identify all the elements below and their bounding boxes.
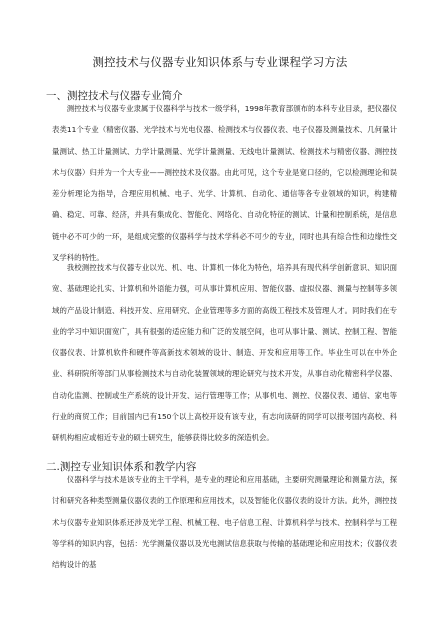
document-title: 测控技术与仪器专业知识体系与专业课程学习方法 — [92, 55, 348, 69]
section-heading-knowledge: 二.测控专业知识体系和教学内容 — [46, 461, 197, 473]
paragraph-intro-2: 我校测控技术与仪器专业以光、机、电、计算机一体化为特色，培养具有现代科学创新意识、知识面宽、基础理论扎实、计算机和外语能力强，可从事计算机应用、智能仪器、虚拟仪器、测量与控制等多领域的产品设计制造、科技开发、应用研究、企业管理等多方面的高级工程技术及管理人才。同时我们在专业的学习中知识面宽广，具有很强的适应能力和广泛的发展空间，也可从事计量、测试、控制工程、智能仪器仪表、计算机软件和硬件等高新技术领域的设计、制造、开发和应用等工作。毕业生可以在中外企业、科研院所等部门从事检测技术与自动化装置领域的理论研究与技术开发，从事自动化精密科学仪器、自动化监测、控制或生产系统的设计开发、运行管理等工作；从事机电、测控、仪器仪表、通信、家电等行业的商贸工作；目前国内已有150个以上高校开设有该专业，有志向读研的同学可以报考国内高校、科研机构相应或相近专业的硕士研究生，能够获得比较多的深造机会。 — [52, 263, 397, 443]
section-heading-intro: 一、测控技术与仪器专业简介 — [46, 90, 183, 102]
paragraph-intro-1: 测控技术与仪器专业隶属于仪器科学与技术一级学科，1998年教育部颁布的本科专业目录，把仪器仪表类11个专业（精密仪器、光学技术与光电仪器、检测技术与仪器仪表、电子仪器及测量技术、几何量计量测试、热工计量测试、力学计量测量、光学计量测量、无线电计量测试、检测技术与精密仪器、测控技术与仪器）归并为一个大专业——测控技术及仪器。由此可见，这个专业是宽口径的，它以检测理论和误差分析理论为指导，合理应用机械、电子、光学、计算机、自动化、通信等各专业领域的知识，构建精确、稳定、可靠、经济，并具有集成化、智能化、网络化、自动化特征的测试、计量和控制系统，是信息链中必不可少的一环，是组成完整的仪器科学与技术学科必不可少的专业，同时也具有综合性和边缘性交叉学科的特性。 — [52, 104, 397, 263]
paragraph-knowledge-1: 仪器科学与技术是该专业的主干学科，是专业的理论和应用基础，主要研究测量理论和测量方法，探讨和研究各种类型测量仪器仪表的工作原理和应用技术，以及智能化仪器仪表的设计方法。此外，测控技术与仪器专业知识体系还涉及光学工程、机械工程、电子信息工程、计算机科学与技术、控制科学与工程等学科的知识内容，包括：光学测量仪器以及光电测试信息获取与传输的基础理论和应用技术；仪器仪表结构设计的基 — [52, 475, 397, 570]
